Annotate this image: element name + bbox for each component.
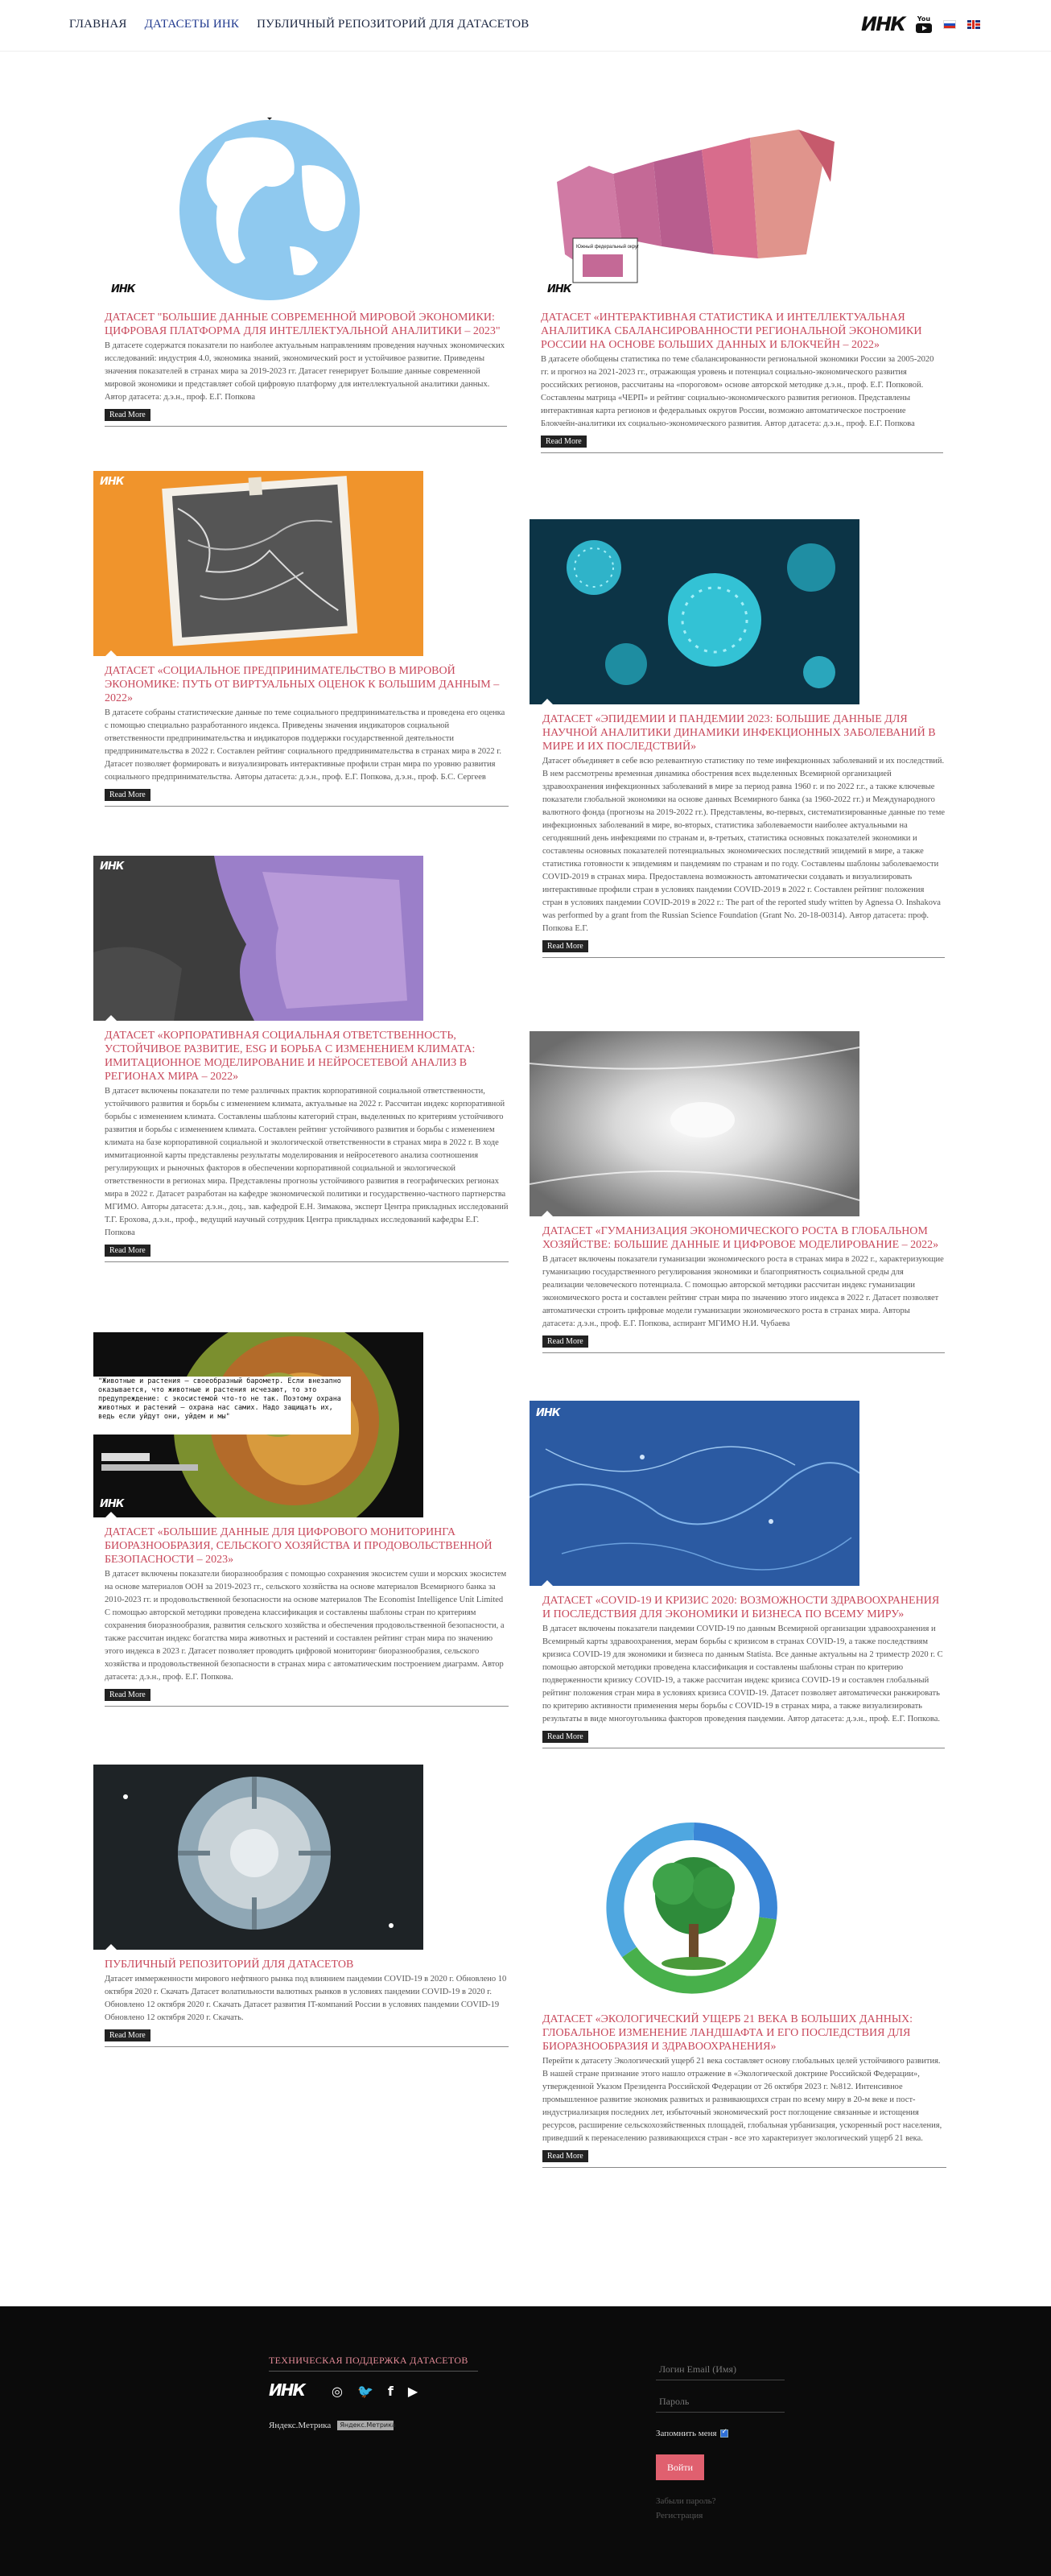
dataset-card-ecological-damage (541, 1815, 946, 2168)
covid-illustration (530, 1401, 859, 1586)
remember-me-label: Запомнить меня (656, 2429, 717, 2438)
biodiversity-illustration (93, 1332, 423, 1517)
card-description: В датасете собраны статистические данные по теме социального предпринимательства и проведена его оценка с помощью специально разработанного индекса. Приведены значения индикаторов социальной ответственности предпринимательства и индикаторов поддержки государственной деятельности предпринимательства в 2022 г. Составлен рейтинг социального предпринимательства в странах мира в 2022 г. Датасет позволяет формировать и визуализировать интерактивные профили стран мира по уровню развития социального предпринимательства. Авторы датасета: д.э.н., проф. Е.Г. Попкова, д.э.н., проф. Б.С. Сергеев (105, 708, 505, 782)
read-more-button[interactable]: Read More (105, 2029, 150, 2041)
card-description: В датасет включены показатели гуманизации экономического роста в странах мира в 2022 г., характеризующие гуманизацию государственного регулирования экономики и благоприятность социальной среды для реализации человеческого потенциала. С помощью авторской методики рассчитан индекс гуманизации экономического роста и составлен рейтинг стран мира по значению этого индекса в 2022 г. Датасет позволяет автоматически строить цифровые модели гуманизации экономического роста в странах мира. Авторы датасета: д.э.н., проф. Е.Г. Попкова, аспирант МГИМО Н.И. Чубаева (542, 1255, 944, 1328)
youtube-icon[interactable]: You (916, 15, 932, 33)
card-divider (105, 1261, 509, 1262)
card-description: В датасете содержатся показатели по наиболее актуальным направлениям проведения научных экономических исследований: индустрия 4.0, экономика знаний, экономический рост и устойчивое развитие. Приведены значения показателей в странах мира за 2019-2023 гг. Датасет генерирует Большие данные современной мировой экономики и представляет собой цифровую платформу для интеллектуальной аналитики данных. Автор датасета: д.э.н., проф. Е.Г. Попкова (105, 341, 505, 402)
card-divider (542, 2167, 946, 2168)
card-title[interactable]: ПУБЛИЧНЫЙ РЕПОЗИТОРИЙ ДЛЯ ДАТАСЕТОВ (105, 1959, 354, 1971)
main-nav (69, 18, 530, 31)
remember-me (656, 2429, 728, 2438)
youtube-icon[interactable]: ▶ (407, 2384, 418, 2399)
svg-text:Южный федеральный округ: Южный федеральный округ (576, 245, 640, 250)
forgot-password-link[interactable]: Забыли пароль? (656, 2496, 716, 2506)
recycle-tree-illustration (541, 1815, 847, 2004)
card-description: В датасете обобщены статистика по теме сбалансированности региональной экономики России за 2005-2020 гг. и прогноз на 2021-2023 гг., отражающая уровень и потенциал социально-экономического развития российских регионов, рассчитаны на «пороговом» основе авторской методике д.э.н., проф. Е.Г. Попковой. Составлены матрица «ЧЕРП» и рейтинг социально-экономического развития регионов. Представлены интерактивная карта регионов и федеральных округов России, возможно автоматическое построение Блокчейн-аналитики их социально-экономического развития. Автор датасета: д.э.н., проф. Е.Г. Попкова (541, 355, 934, 428)
biodiversity-image[interactable] (93, 1332, 423, 1517)
russian-flag-icon[interactable] (943, 20, 956, 29)
nav-datasets-ink[interactable]: ДАТАСЕТЫ ИНК (144, 18, 240, 31)
metrika-counter[interactable]: Яндекс.Метрика (337, 2421, 394, 2430)
dataset-card-epidemics (530, 519, 945, 958)
card-public-repository (93, 1765, 509, 2047)
card-title[interactable]: ДАТАСЕТ «COVID-19 И КРИЗИС 2020: ВОЗМОЖНОСТИ ЗДРАВООХРАНЕНИЯ И ПОСЛЕДСТВИЯ ДЛЯ ЭКОНОМИКИ И БИЗНЕСА ПО ВСЕМУ МИРУ» (542, 1595, 940, 1620)
nav-home[interactable]: ГЛАВНАЯ (69, 18, 127, 31)
card-description: Датасет объединяет в себе всю релевантную статистику по теме инфекционных заболеваний и их последствий. В нем рассмотрены временная динамика обострения всех выделенных Всемирной организацией здравоохранения инфекционных заболеваний в мире за период равна 1960 г. и по 2022 г.г., а также ключевые показатели глобальной экономики на основе данных Всемирного банка (за 1960-2022 гг.) и Международного валютного фонда (прогнозы на 2019-2022 гг.). Представлены, во-первых, систематизированные данные по теме инфекционных заболеваний в мире, во-вторых, статистика заболеваемости наиболее актуальными на сегодняшний день инфекциями по странам и, в-третьих, статистика основных показателей экономики и составлены основных показателей потенциальных экономических последствий эпидемий в мире, а также статистика готовности к эпидемиям и пандемиям по странам и по году. Составлены шаблоны заболеваемости COVID-2019 в странах мира. Предоставлена возможность автоматически создавать и визуализировать интерактивные профили стран в условиях пандемии COVID-2019 в 2022 г. Составлен рейтинг положения стран в условиях пандемии COVID-2019 в 2022 г.: The part of the reported study written by Agnessa O. Inshakova was performed by a grant from the Russian Science Foundation (Grant No. 20-18-00314). Автор датасета: проф. Попкова Е.Г. (542, 757, 946, 933)
card-title[interactable]: ДАТАСЕТ «ИНТЕРАКТИВНАЯ СТАТИСТИКА И ИНТЕЛЛЕКТУАЛЬНАЯ АНАЛИТИКА СБАЛАНСИРОВАННОСТИ РЕГИОНАЛЬНОЙ ЭКОНОМИКИ РОССИИ НА ОСНОВЕ БОЛЬШИХ ДАННЫХ И БЛОКЧЕЙН – 2022» (541, 312, 922, 351)
card-description: В датасет включены показатели по теме различных практик корпоративной социальной ответственности, устойчивого развития и борьбы с изменением климата, актуальные на 2022 г. Рассчитан индекс корпоративной борьбы с изменением климата. Составлены шаблоны категорий стран, выделенных по критериям устойчивого развития и борьбы с изменением климата. Составлен рейтинг устойчивого развития и борьбы с изменением климата на базе корпоративной социальной и экологической ответственности в странах мира в 2022 г. В ходе иммитационной карты представлены результаты моделирования и нейросетевого анализа соотношения регулирующих и рыночных факторов в обеспечении корпоративной социальной и экологической ответственности в регионах мира. Представлены прогнозы устойчивого развития в географических регионах мира в 2022 г. Датасет разработан на кафедре экономической политики и государственно-частного партнерства МГИМО. Авторы датасета: д.э.н., доц., зав. кафедрой Е.Н. Зимакова, эксперт Центра прикладных исследований Т.Г. Ерохова, д.э.н., проф., ведущий научный сотрудник Центра прикладных исследований кафедры Е.Г. Попкова (105, 1087, 509, 1237)
card-title[interactable]: ДАТАСЕТ «БОЛЬШИЕ ДАННЫЕ ДЛЯ ЦИФРОВОГО МОНИТОРИНГА БИОРАЗНООБРАЗИЯ, СЕЛЬСКОГО ХОЗЯЙСТВА И ПРОДОВОЛЬСТВЕННОЙ БЕЗОПАСНОСТИ – 2023» (105, 1526, 493, 1566)
site-footer (0, 2306, 1051, 2576)
card-divider (105, 426, 507, 427)
read-more-button[interactable]: Read More (542, 940, 588, 952)
metrika-link[interactable]: Яндекс.Метрика (269, 2421, 332, 2430)
globe-image[interactable] (105, 118, 435, 303)
card-description: В датасет включены показатели пандемии COVID-19 по данным Всемирной организации здравоохранения и Всемирный карты здравоохранения, мерам борьбы с кризисом в странах COVID-19, а также последствиям кризиса COVID-19 для экономики и бизнеса по данным Statista. Все данные актуальны на 2 триместр 2020 г. С помощью авторской методики проведена классификация и составлены шаблоны стран по критерию подверженности кризису COVID-19, а также рассчитан индекс кризиса COVID-19 и составлен глобальный рейтинг положения стран мира в условиях кризиса COVID-19. Датасет позволяет автоматически ранжировать по критерию активности применения меры борьбы с COVID-19 в странах мира, а также визуализировать результаты в виде многоугольника факторов проведения пандемии. Автор датасета: д.э.н., проф. Е.Г. Попкова. (542, 1624, 943, 1724)
footer-divider (269, 2371, 478, 2372)
virus-image[interactable] (530, 519, 859, 704)
english-flag-icon[interactable] (967, 20, 980, 29)
instagram-icon[interactable]: ◎ (332, 2384, 343, 2399)
site-header (0, 0, 1051, 52)
esg-image[interactable] (93, 856, 423, 1021)
image-logo: ИНК (100, 476, 124, 488)
card-divider (542, 1352, 945, 1353)
facebook-icon[interactable]: f (387, 2384, 394, 2399)
card-title[interactable]: ДАТАСЕТ «ГУМАНИЗАЦИЯ ЭКОНОМИЧЕСКОГО РОСТА В ГЛОБАЛЬНОМ ХОЗЯЙСТВЕ: БОЛЬШИЕ ДАННЫЕ И ЦИФРОВОЕ МОДЕЛИРОВАНИЕ – 2022» (542, 1225, 939, 1251)
read-more-button[interactable]: Read More (542, 1731, 588, 1743)
tunnel-image[interactable] (530, 1031, 859, 1216)
ecology-image[interactable] (541, 1815, 847, 2004)
image-logo: ИНК (100, 1498, 124, 1510)
read-more-button[interactable]: Read More (542, 1335, 588, 1348)
esg-map-illustration (93, 856, 423, 1021)
read-more-button[interactable]: Read More (542, 2150, 588, 2162)
read-more-button[interactable]: Read More (105, 1245, 150, 1257)
login-username-input[interactable] (656, 2359, 785, 2380)
card-divider (105, 806, 509, 807)
image-logo: ИНК (111, 283, 135, 295)
header-right (861, 13, 980, 35)
read-more-button[interactable]: Read More (541, 436, 587, 448)
dataset-card-world-economy (105, 118, 507, 427)
login-button[interactable]: Войти (656, 2454, 704, 2480)
photo-illustration (93, 471, 423, 656)
card-description: В датасет включены показатели биоразнообразия с помощью сохранения экосистем суши и морских экосистем на основе материалов ООН за 2019-2023 гг., сельского хозяйства на основе материалов Всемирного банка за 2010-2023 гг. и продовольственной безопасности на основе материалов The Economist Intelligence Unit Limited С помощью авторской методики проведена классификация и составлены шаблоны стран по критериям сохранения биоразнообразия, развития сельского хозяйства и обеспечения продовольственной безопасности, а также рассчитан индекс богатства мира животных и растений и составлен рейтинг стран мира по значению этого индекса в 2023 г. Датасет позволяет проводить цифровой мониторинг биоразнообразия, сельского хозяйства и продовольственной безопасности в странах мира с автоматическим построением диаграмм. Автор датасета: д.э.н., проф. Е.Г. Попкова. (105, 1570, 507, 1682)
tunnel-illustration (530, 1031, 859, 1216)
dataset-card-social-entrepreneurship (93, 471, 509, 807)
register-link[interactable]: Регистрация (656, 2511, 703, 2520)
footer-title: ТЕХНИЧЕСКАЯ ПОДДЕРЖКА ДАТАСЕТОВ (269, 2355, 468, 2366)
russia-map-image[interactable] (541, 118, 847, 303)
read-more-button[interactable]: Read More (105, 409, 150, 421)
footer-metrika (269, 2421, 394, 2430)
dataset-card-covid-crisis (530, 1401, 945, 1748)
russia-map-illustration (541, 118, 847, 303)
login-password-input[interactable] (656, 2392, 785, 2413)
social-entrepreneurship-image[interactable] (93, 471, 423, 656)
read-more-button[interactable]: Read More (105, 1689, 150, 1701)
image-quote: "Животные и растения – своеобразный барометр. Если внезапно оказывается, что животные и растения исчезают, то это предупреждение: с экосистемой что-то не так. Поэтому охрана животных и растений – охрана нас самих. Надо защищать их, ведь если уйдут они, уйдем и мы" (98, 1377, 341, 1421)
twitter-icon[interactable]: 🐦 (357, 2384, 373, 2399)
image-logo: ИНК (100, 861, 124, 873)
card-divider (541, 452, 943, 453)
vault-illustration (93, 1765, 423, 1950)
card-description: Датасет иммерженности мирового нефтяного рынка под влиянием пандемии COVID-19 в 2020 г. Обновлено 10 октября 2020 г. Скачать Датасет волатильности валютных рынков в условиях пандемии COVID-19 в 2020 г. Обновлено 12 октября 2020 г. Скачать Датасет развития IT-компаний России в условиях пандемии COVID-19 Обновлено 12 октября 2020 г. Скачать. (105, 1975, 507, 2022)
dataset-card-biodiversity (93, 1332, 509, 1707)
globe-illustration (105, 118, 435, 303)
site-logo[interactable]: ИНК (861, 13, 905, 35)
footer-social-links (332, 2384, 418, 2399)
remember-me-checkbox[interactable] (720, 2429, 728, 2438)
card-title[interactable]: ДАТАСЕТ "БОЛЬШИЕ ДАННЫЕ СОВРЕМЕННОЙ МИРОВОЙ ЭКОНОМИКИ: ЦИФРОВАЯ ПЛАТФОРМА ДЛЯ ИНТЕЛЛЕКТУАЛЬНОЙ АНАЛИТИКИ – 2023" (105, 312, 501, 337)
covid-image[interactable] (530, 1401, 859, 1586)
nav-public-repository[interactable]: ПУБЛИЧНЫЙ РЕПОЗИТОРИЙ ДЛЯ ДАТАСЕТОВ (257, 18, 530, 31)
card-divider (542, 957, 945, 958)
card-title[interactable]: ДАТАСЕТ «КОРПОРАТИВНАЯ СОЦИАЛЬНАЯ ОТВЕТСТВЕННОСТЬ, УСТОЙЧИВОЕ РАЗВИТИЕ, ESG И БОРЬБА С ИЗМЕНЕНИЕМ КЛИМАТА: ИМИТАЦИОННОЕ МОДЕЛИРОВАНИЕ И НЕЙРОСЕТЕВОЙ АНАЛИЗ В РЕГИОНАХ МИРА – 2022» (105, 1030, 476, 1083)
read-more-button[interactable]: Read More (105, 789, 150, 801)
card-divider (105, 2046, 509, 2047)
dataset-card-russia-regions (541, 118, 943, 453)
footer-logo[interactable]: ИНК (269, 2380, 304, 2400)
card-title[interactable]: ДАТАСЕТ «ЭКОЛОГИЧЕСКИЙ УЩЕРБ 21 ВЕКА В БОЛЬШИХ ДАННЫХ: ГЛОБАЛЬНОЕ ИЗМЕНЕНИЕ ЛАНДШАФТА И ЕГО ПОСЛЕДСТВИЯ ДЛЯ БИОРАЗНООБРАЗИЯ И ЗДРАВООХРАНЕНИЯ» (542, 2013, 913, 2053)
card-description: Перейти к датасету Экологический ущерб 21 века составляет основу глобальных целей устойчивого развития. В нашей стране признание этого нашло отражение в «Экологической доктрине Российской Федерации», утвержденной Указом Президента Российской Федерации от 26 октября 2023 г. №812. Интенсивное промышленное развитие экономик развитых и развивающихся стран по всему миру в 20-м веке и пост-индустриализация последних лет, избыточный экономический рост поглощение связанные и истощения ресурсов, расширение сельскохозяйственных площадей, глобальная урбанизация, ускоренный рост населения, приведший к перенаселению развивающихся стран - все это характеризует экологический ущерб 21 века. (542, 2057, 942, 2143)
image-logo: ИНК (536, 1407, 560, 1419)
card-title[interactable]: ДАТАСЕТ «ЭПИДЕМИИ И ПАНДЕМИИ 2023: БОЛЬШИЕ ДАННЫЕ ДЛЯ НАУЧНОЙ АНАЛИТИКИ ДИНАМИКИ ИНФЕКЦИОННЫХ ЗАБОЛЕВАНИЙ В МИРЕ И ИХ ПОСЛЕДСТВИЙ» (542, 713, 936, 753)
image-logo: ИНК (547, 283, 571, 295)
card-divider (105, 1706, 509, 1707)
virus-illustration (530, 519, 859, 704)
dataset-card-humanization (530, 1031, 945, 1353)
repository-image[interactable] (93, 1765, 423, 1950)
dataset-card-csr-esg (93, 856, 509, 1262)
card-title[interactable]: ДАТАСЕТ «СОЦИАЛЬНОЕ ПРЕДПРИНИМАТЕЛЬСТВО В МИРОВОЙ ЭКОНОМИКЕ: ПУТЬ ОТ ВИРТУАЛЬНЫХ ОЦЕНОК К БОЛЬШИМ ДАННЫМ – 2022» (105, 665, 500, 704)
